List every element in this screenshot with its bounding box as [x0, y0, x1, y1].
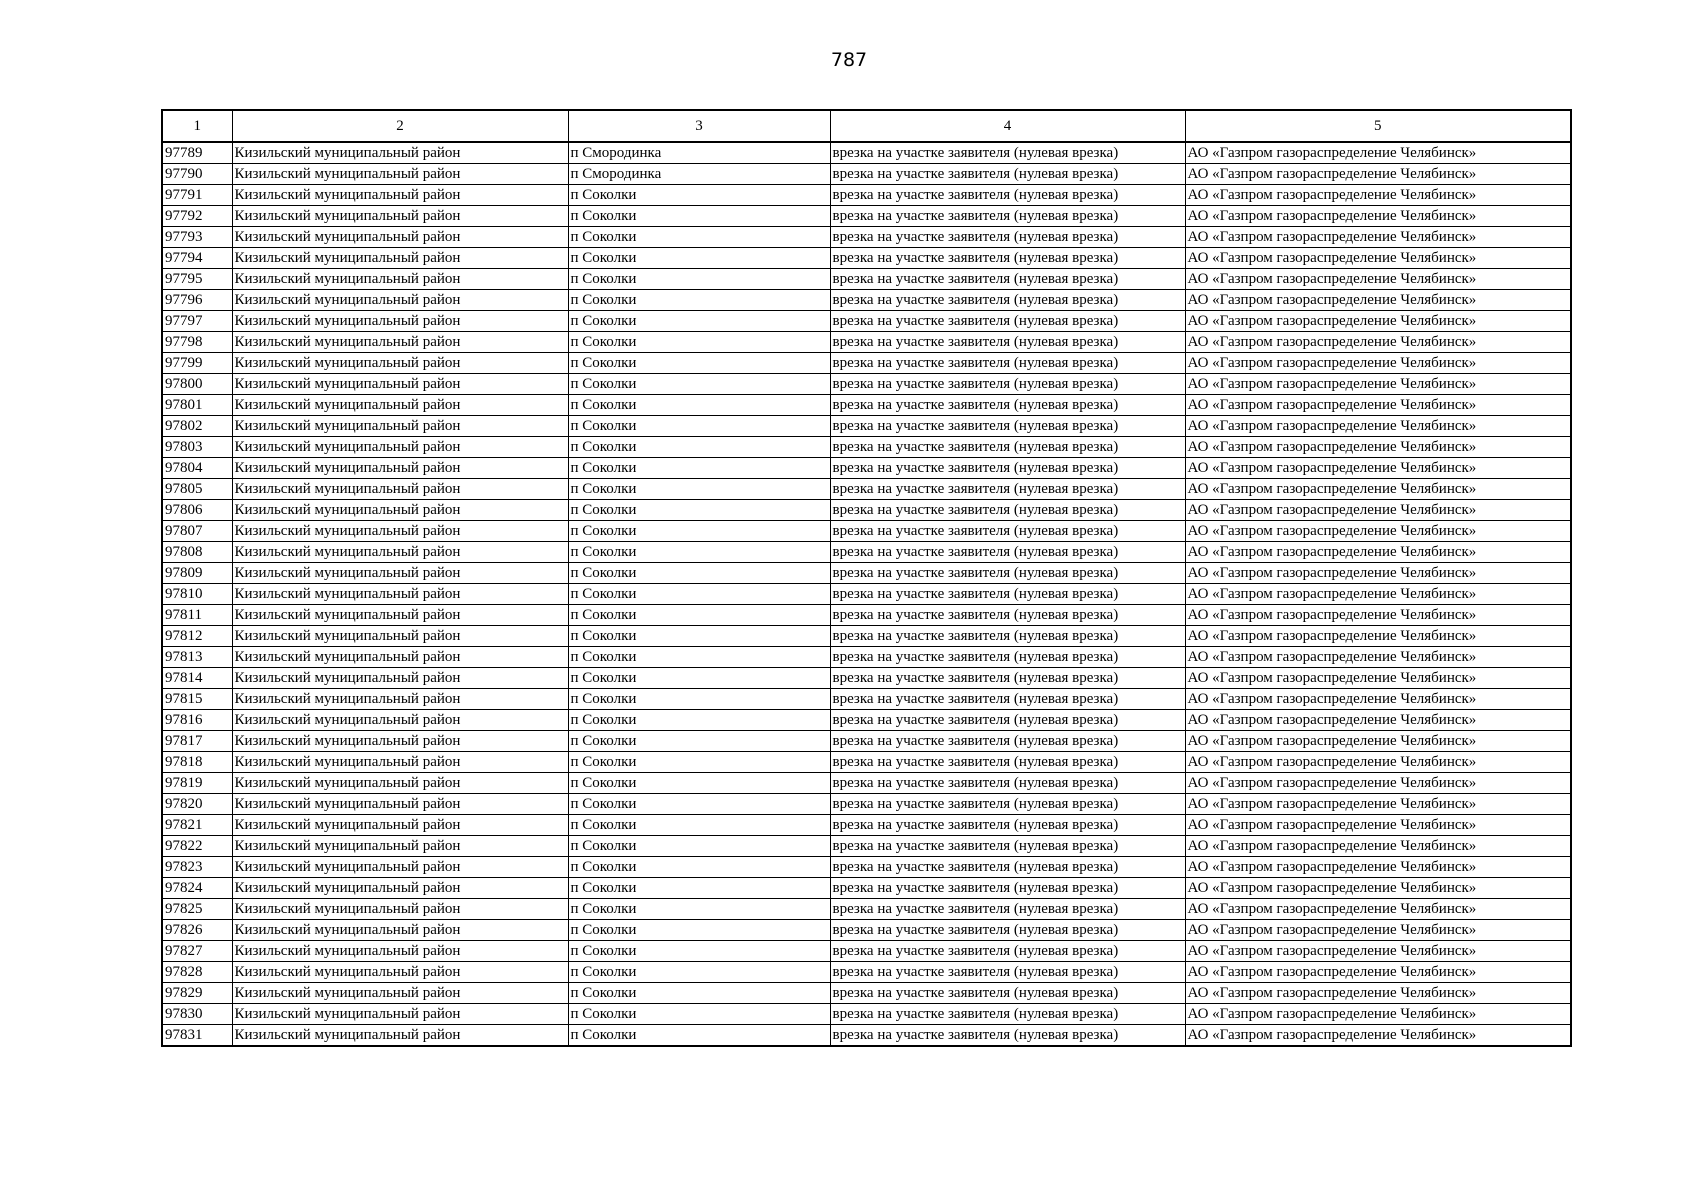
cell-number: 97823: [162, 857, 232, 878]
table-row: [162, 374, 1571, 395]
cell-number: 97819: [162, 773, 232, 794]
table-row: [162, 563, 1571, 584]
cell-number: 97803: [162, 437, 232, 458]
cell-number: 97827: [162, 941, 232, 962]
cell-connection-type: врезка на участке заявителя (нулевая врезка): [830, 185, 1185, 206]
cell-connection-type: врезка на участке заявителя (нулевая врезка): [830, 563, 1185, 584]
cell-district: Кизильский муниципальный район: [232, 752, 568, 773]
cell-organization: АО «Газпром газораспределение Челябинск»: [1185, 479, 1571, 500]
table-row: [162, 710, 1571, 731]
table-row: [162, 332, 1571, 353]
cell-organization: АО «Газпром газораспределение Челябинск»: [1185, 647, 1571, 668]
cell-connection-type: врезка на участке заявителя (нулевая врезка): [830, 248, 1185, 269]
cell-district: Кизильский муниципальный район: [232, 206, 568, 227]
cell-organization: АО «Газпром газораспределение Челябинск»: [1185, 1004, 1571, 1025]
cell-organization: АО «Газпром газораспределение Челябинск»: [1185, 1025, 1571, 1047]
cell-number: 97794: [162, 248, 232, 269]
cell-settlement: п Соколки: [568, 290, 830, 311]
cell-number: 97829: [162, 983, 232, 1004]
table-row: [162, 142, 1571, 164]
cell-number: 97796: [162, 290, 232, 311]
cell-settlement: п Соколки: [568, 500, 830, 521]
cell-organization: АО «Газпром газораспределение Челябинск»: [1185, 920, 1571, 941]
cell-settlement: п Соколки: [568, 185, 830, 206]
cell-settlement: п Соколки: [568, 521, 830, 542]
cell-settlement: п Соколки: [568, 437, 830, 458]
table-row: [162, 689, 1571, 710]
table-row: [162, 1004, 1571, 1025]
cell-number: 97798: [162, 332, 232, 353]
cell-district: Кизильский муниципальный район: [232, 1004, 568, 1025]
cell-district: Кизильский муниципальный район: [232, 584, 568, 605]
cell-number: 97795: [162, 269, 232, 290]
table-row: [162, 248, 1571, 269]
cell-connection-type: врезка на участке заявителя (нулевая врезка): [830, 458, 1185, 479]
cell-district: Кизильский муниципальный район: [232, 164, 568, 185]
cell-number: 97815: [162, 689, 232, 710]
cell-settlement: п Соколки: [568, 710, 830, 731]
cell-settlement: п Соколки: [568, 647, 830, 668]
table-row: [162, 269, 1571, 290]
cell-district: Кизильский муниципальный район: [232, 668, 568, 689]
cell-settlement: п Соколки: [568, 794, 830, 815]
cell-settlement: п Соколки: [568, 206, 830, 227]
cell-organization: АО «Газпром газораспределение Челябинск»: [1185, 395, 1571, 416]
header-col-3: 3: [568, 110, 830, 142]
table-row: [162, 605, 1571, 626]
table-row: [162, 878, 1571, 899]
cell-district: Кизильский муниципальный район: [232, 374, 568, 395]
cell-district: Кизильский муниципальный район: [232, 248, 568, 269]
cell-settlement: п Соколки: [568, 689, 830, 710]
cell-settlement: п Соколки: [568, 248, 830, 269]
cell-connection-type: врезка на участке заявителя (нулевая врезка): [830, 731, 1185, 752]
cell-number: 97824: [162, 878, 232, 899]
cell-settlement: п Соколки: [568, 857, 830, 878]
cell-organization: АО «Газпром газораспределение Челябинск»: [1185, 290, 1571, 311]
cell-organization: АО «Газпром газораспределение Челябинск»: [1185, 878, 1571, 899]
cell-connection-type: врезка на участке заявителя (нулевая врезка): [830, 311, 1185, 332]
table-row: [162, 458, 1571, 479]
cell-connection-type: врезка на участке заявителя (нулевая врезка): [830, 437, 1185, 458]
cell-organization: АО «Газпром газораспределение Челябинск»: [1185, 899, 1571, 920]
cell-number: 97814: [162, 668, 232, 689]
cell-district: Кизильский муниципальный район: [232, 962, 568, 983]
cell-connection-type: врезка на участке заявителя (нулевая врезка): [830, 836, 1185, 857]
cell-district: Кизильский муниципальный район: [232, 563, 568, 584]
cell-district: Кизильский муниципальный район: [232, 731, 568, 752]
table-row: [162, 668, 1571, 689]
table-row: [162, 920, 1571, 941]
cell-number: 97817: [162, 731, 232, 752]
cell-number: 97828: [162, 962, 232, 983]
cell-organization: АО «Газпром газораспределение Челябинск»: [1185, 962, 1571, 983]
table-row: [162, 185, 1571, 206]
cell-district: Кизильский муниципальный район: [232, 878, 568, 899]
cell-organization: АО «Газпром газораспределение Челябинск»: [1185, 332, 1571, 353]
cell-settlement: п Соколки: [568, 941, 830, 962]
cell-connection-type: врезка на участке заявителя (нулевая врезка): [830, 164, 1185, 185]
cell-connection-type: врезка на участке заявителя (нулевая врезка): [830, 332, 1185, 353]
cell-settlement: п Соколки: [568, 731, 830, 752]
table-row: [162, 815, 1571, 836]
cell-organization: АО «Газпром газораспределение Челябинск»: [1185, 836, 1571, 857]
header-col-5: 5: [1185, 110, 1571, 142]
cell-district: Кизильский муниципальный район: [232, 815, 568, 836]
cell-district: Кизильский муниципальный район: [232, 647, 568, 668]
cell-organization: АО «Газпром газораспределение Челябинск»: [1185, 626, 1571, 647]
cell-number: 97800: [162, 374, 232, 395]
cell-number: 97818: [162, 752, 232, 773]
cell-connection-type: врезка на участке заявителя (нулевая врезка): [830, 542, 1185, 563]
cell-district: Кизильский муниципальный район: [232, 142, 568, 164]
table-row: [162, 941, 1571, 962]
cell-organization: АО «Газпром газораспределение Челябинск»: [1185, 521, 1571, 542]
cell-number: 97826: [162, 920, 232, 941]
table-row: [162, 647, 1571, 668]
cell-number: 97808: [162, 542, 232, 563]
cell-organization: АО «Газпром газораспределение Челябинск»: [1185, 731, 1571, 752]
cell-number: 97813: [162, 647, 232, 668]
cell-organization: АО «Газпром газораспределение Челябинск»: [1185, 437, 1571, 458]
cell-connection-type: врезка на участке заявителя (нулевая врезка): [830, 269, 1185, 290]
cell-settlement: п Соколки: [568, 227, 830, 248]
cell-settlement: п Соколки: [568, 605, 830, 626]
table-row: [162, 479, 1571, 500]
cell-organization: АО «Газпром газораспределение Челябинск»: [1185, 185, 1571, 206]
cell-connection-type: врезка на участке заявителя (нулевая врезка): [830, 899, 1185, 920]
table-header: [162, 110, 1571, 142]
cell-connection-type: врезка на участке заявителя (нулевая врезка): [830, 878, 1185, 899]
page-number: 787: [830, 49, 868, 71]
cell-number: 97820: [162, 794, 232, 815]
cell-number: 97792: [162, 206, 232, 227]
cell-connection-type: врезка на участке заявителя (нулевая врезка): [830, 206, 1185, 227]
table-row: [162, 857, 1571, 878]
cell-district: Кизильский муниципальный район: [232, 395, 568, 416]
cell-organization: АО «Газпром газораспределение Челябинск»: [1185, 269, 1571, 290]
cell-district: Кизильский муниципальный район: [232, 521, 568, 542]
cell-organization: АО «Газпром газораспределение Челябинск»: [1185, 563, 1571, 584]
cell-district: Кизильский муниципальный район: [232, 185, 568, 206]
cell-number: 97789: [162, 142, 232, 164]
cell-organization: АО «Газпром газораспределение Челябинск»: [1185, 542, 1571, 563]
cell-district: Кизильский муниципальный район: [232, 500, 568, 521]
cell-organization: АО «Газпром газораспределение Челябинск»: [1185, 710, 1571, 731]
cell-district: Кизильский муниципальный район: [232, 836, 568, 857]
cell-number: 97807: [162, 521, 232, 542]
cell-number: 97801: [162, 395, 232, 416]
cell-connection-type: врезка на участке заявителя (нулевая врезка): [830, 794, 1185, 815]
cell-connection-type: врезка на участке заявителя (нулевая врезка): [830, 374, 1185, 395]
cell-district: Кизильский муниципальный район: [232, 479, 568, 500]
cell-settlement: п Соколки: [568, 962, 830, 983]
cell-number: 97821: [162, 815, 232, 836]
cell-settlement: п Соколки: [568, 983, 830, 1004]
cell-connection-type: врезка на участке заявителя (нулевая врезка): [830, 395, 1185, 416]
cell-connection-type: врезка на участке заявителя (нулевая врезка): [830, 142, 1185, 164]
cell-settlement: п Соколки: [568, 1025, 830, 1047]
table-row: [162, 1025, 1571, 1047]
table-row: [162, 437, 1571, 458]
cell-organization: АО «Газпром газораспределение Челябинск»: [1185, 311, 1571, 332]
cell-organization: АО «Газпром газораспределение Челябинск»: [1185, 416, 1571, 437]
cell-connection-type: врезка на участке заявителя (нулевая врезка): [830, 290, 1185, 311]
cell-organization: АО «Газпром газораспределение Челябинск»: [1185, 458, 1571, 479]
cell-connection-type: врезка на участке заявителя (нулевая врезка): [830, 479, 1185, 500]
registry-table: [161, 109, 1572, 1047]
cell-number: 97793: [162, 227, 232, 248]
cell-number: 97810: [162, 584, 232, 605]
cell-organization: АО «Газпром газораспределение Челябинск»: [1185, 668, 1571, 689]
cell-organization: АО «Газпром газораспределение Челябинск»: [1185, 857, 1571, 878]
cell-number: 97799: [162, 353, 232, 374]
table-row: [162, 542, 1571, 563]
cell-settlement: п Смородинка: [568, 142, 830, 164]
cell-organization: АО «Газпром газораспределение Челябинск»: [1185, 374, 1571, 395]
cell-number: 97825: [162, 899, 232, 920]
cell-district: Кизильский муниципальный район: [232, 269, 568, 290]
table-row: [162, 206, 1571, 227]
table-row: [162, 794, 1571, 815]
cell-district: Кизильский муниципальный район: [232, 290, 568, 311]
cell-district: Кизильский муниципальный район: [232, 689, 568, 710]
cell-settlement: п Соколки: [568, 815, 830, 836]
cell-organization: АО «Газпром газораспределение Челябинск»: [1185, 227, 1571, 248]
header-col-4: 4: [830, 110, 1185, 142]
cell-settlement: п Соколки: [568, 416, 830, 437]
cell-number: 97811: [162, 605, 232, 626]
cell-district: Кизильский муниципальный район: [232, 710, 568, 731]
cell-connection-type: врезка на участке заявителя (нулевая врезка): [830, 920, 1185, 941]
cell-organization: АО «Газпром газораспределение Челябинск»: [1185, 752, 1571, 773]
cell-connection-type: врезка на участке заявителя (нулевая врезка): [830, 1025, 1185, 1047]
cell-district: Кизильский муниципальный район: [232, 983, 568, 1004]
cell-district: Кизильский муниципальный район: [232, 542, 568, 563]
cell-organization: АО «Газпром газораспределение Челябинск»: [1185, 689, 1571, 710]
table-row: [162, 416, 1571, 437]
cell-connection-type: врезка на участке заявителя (нулевая врезка): [830, 416, 1185, 437]
cell-connection-type: врезка на участке заявителя (нулевая врезка): [830, 227, 1185, 248]
cell-organization: АО «Газпром газораспределение Челябинск»: [1185, 353, 1571, 374]
cell-district: Кизильский муниципальный район: [232, 227, 568, 248]
cell-organization: АО «Газпром газораспределение Челябинск»: [1185, 794, 1571, 815]
cell-settlement: п Соколки: [568, 1004, 830, 1025]
cell-settlement: п Соколки: [568, 332, 830, 353]
cell-connection-type: врезка на участке заявителя (нулевая врезка): [830, 815, 1185, 836]
cell-settlement: п Соколки: [568, 479, 830, 500]
cell-organization: АО «Газпром газораспределение Челябинск»: [1185, 142, 1571, 164]
cell-settlement: п Соколки: [568, 668, 830, 689]
table-row: [162, 500, 1571, 521]
table-row: [162, 164, 1571, 185]
cell-settlement: п Смородинка: [568, 164, 830, 185]
cell-organization: АО «Газпром газораспределение Челябинск»: [1185, 773, 1571, 794]
cell-settlement: п Соколки: [568, 395, 830, 416]
header-col-2: 2: [232, 110, 568, 142]
cell-number: 97809: [162, 563, 232, 584]
cell-connection-type: врезка на участке заявителя (нулевая врезка): [830, 500, 1185, 521]
cell-district: Кизильский муниципальный район: [232, 626, 568, 647]
cell-district: Кизильский муниципальный район: [232, 773, 568, 794]
header-row: [162, 110, 1571, 142]
table-body: [162, 142, 1571, 1046]
cell-organization: АО «Газпром газораспределение Челябинск»: [1185, 584, 1571, 605]
cell-settlement: п Соколки: [568, 563, 830, 584]
cell-district: Кизильский муниципальный район: [232, 857, 568, 878]
cell-district: Кизильский муниципальный район: [232, 920, 568, 941]
table-row: [162, 584, 1571, 605]
cell-connection-type: врезка на участке заявителя (нулевая врезка): [830, 689, 1185, 710]
table-row: [162, 626, 1571, 647]
cell-settlement: п Соколки: [568, 542, 830, 563]
cell-district: Кизильский муниципальный район: [232, 1025, 568, 1047]
cell-district: Кизильский муниципальный район: [232, 416, 568, 437]
cell-connection-type: врезка на участке заявителя (нулевая врезка): [830, 605, 1185, 626]
table-row: [162, 962, 1571, 983]
cell-settlement: п Соколки: [568, 836, 830, 857]
cell-district: Кизильский муниципальный район: [232, 941, 568, 962]
table-row: [162, 752, 1571, 773]
cell-connection-type: врезка на участке заявителя (нулевая врезка): [830, 584, 1185, 605]
cell-organization: АО «Газпром газораспределение Челябинск»: [1185, 941, 1571, 962]
cell-settlement: п Соколки: [568, 920, 830, 941]
table-row: [162, 353, 1571, 374]
cell-settlement: п Соколки: [568, 899, 830, 920]
cell-number: 97831: [162, 1025, 232, 1047]
cell-district: Кизильский муниципальный район: [232, 794, 568, 815]
header-col-1: 1: [162, 110, 232, 142]
cell-number: 97812: [162, 626, 232, 647]
cell-number: 97822: [162, 836, 232, 857]
table-row: [162, 731, 1571, 752]
cell-district: Кизильский муниципальный район: [232, 605, 568, 626]
cell-connection-type: врезка на участке заявителя (нулевая врезка): [830, 521, 1185, 542]
cell-connection-type: врезка на участке заявителя (нулевая врезка): [830, 857, 1185, 878]
cell-connection-type: врезка на участке заявителя (нулевая врезка): [830, 710, 1185, 731]
cell-organization: АО «Газпром газораспределение Челябинск»: [1185, 605, 1571, 626]
cell-settlement: п Соколки: [568, 773, 830, 794]
cell-number: 97791: [162, 185, 232, 206]
cell-settlement: п Соколки: [568, 626, 830, 647]
cell-settlement: п Соколки: [568, 353, 830, 374]
cell-organization: АО «Газпром газораспределение Челябинск»: [1185, 248, 1571, 269]
cell-number: 97830: [162, 1004, 232, 1025]
cell-organization: АО «Газпром газораспределение Челябинск»: [1185, 206, 1571, 227]
table-row: [162, 311, 1571, 332]
table-row: [162, 836, 1571, 857]
cell-connection-type: врезка на участке заявителя (нулевая врезка): [830, 773, 1185, 794]
cell-district: Кизильский муниципальный район: [232, 332, 568, 353]
cell-district: Кизильский муниципальный район: [232, 353, 568, 374]
cell-organization: АО «Газпром газораспределение Челябинск»: [1185, 164, 1571, 185]
cell-connection-type: врезка на участке заявителя (нулевая врезка): [830, 752, 1185, 773]
cell-number: 97804: [162, 458, 232, 479]
cell-number: 97797: [162, 311, 232, 332]
table-row: [162, 521, 1571, 542]
cell-organization: АО «Газпром газораспределение Челябинск»: [1185, 983, 1571, 1004]
cell-connection-type: врезка на участке заявителя (нулевая врезка): [830, 626, 1185, 647]
cell-connection-type: врезка на участке заявителя (нулевая врезка): [830, 941, 1185, 962]
table-row: [162, 983, 1571, 1004]
cell-district: Кизильский муниципальный район: [232, 311, 568, 332]
table-row: [162, 395, 1571, 416]
table-row: [162, 773, 1571, 794]
cell-organization: АО «Газпром газораспределение Челябинск»: [1185, 500, 1571, 521]
cell-district: Кизильский муниципальный район: [232, 899, 568, 920]
cell-settlement: п Соколки: [568, 374, 830, 395]
table-row: [162, 290, 1571, 311]
cell-connection-type: врезка на участке заявителя (нулевая врезка): [830, 647, 1185, 668]
cell-district: Кизильский муниципальный район: [232, 437, 568, 458]
cell-connection-type: врезка на участке заявителя (нулевая врезка): [830, 668, 1185, 689]
cell-settlement: п Соколки: [568, 311, 830, 332]
cell-settlement: п Соколки: [568, 458, 830, 479]
cell-settlement: п Соколки: [568, 752, 830, 773]
cell-number: 97790: [162, 164, 232, 185]
cell-settlement: п Соколки: [568, 878, 830, 899]
cell-organization: АО «Газпром газораспределение Челябинск»: [1185, 815, 1571, 836]
cell-connection-type: врезка на участке заявителя (нулевая врезка): [830, 353, 1185, 374]
cell-settlement: п Соколки: [568, 269, 830, 290]
cell-number: 97805: [162, 479, 232, 500]
cell-connection-type: врезка на участке заявителя (нулевая врезка): [830, 983, 1185, 1004]
table-row: [162, 899, 1571, 920]
cell-settlement: п Соколки: [568, 584, 830, 605]
table-row: [162, 227, 1571, 248]
cell-connection-type: врезка на участке заявителя (нулевая врезка): [830, 962, 1185, 983]
cell-district: Кизильский муниципальный район: [232, 458, 568, 479]
cell-number: 97816: [162, 710, 232, 731]
cell-number: 97806: [162, 500, 232, 521]
cell-number: 97802: [162, 416, 232, 437]
cell-connection-type: врезка на участке заявителя (нулевая врезка): [830, 1004, 1185, 1025]
